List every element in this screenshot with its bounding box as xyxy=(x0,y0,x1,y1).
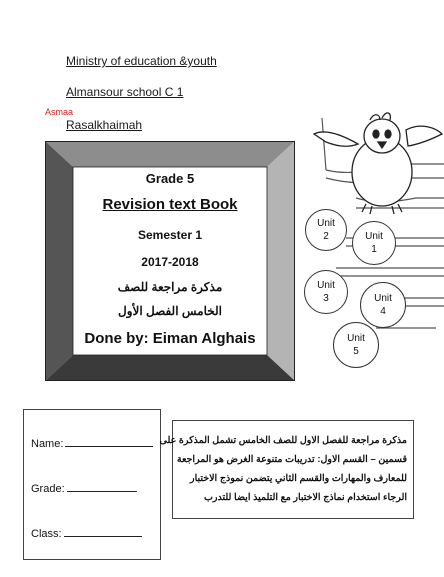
unit-number: 4 xyxy=(380,306,386,317)
description-box xyxy=(159,420,414,519)
name-blank[interactable] xyxy=(65,436,153,447)
unit-circle xyxy=(305,209,347,251)
arabic-title-line1: مذكرة مراجعة للصف xyxy=(117,280,223,294)
grade-label: Grade: xyxy=(31,483,65,495)
grade-blank[interactable] xyxy=(67,481,137,492)
unit-circle xyxy=(333,322,379,368)
year-label: 2017-2018 xyxy=(141,255,199,269)
unit-number: 1 xyxy=(371,244,377,255)
class-label: Class: xyxy=(31,528,62,540)
unit-label: Unit xyxy=(347,333,365,344)
author-credit: Done by: Eiman Alghais xyxy=(84,330,256,347)
class-field[interactable] xyxy=(31,526,142,540)
book-title: Revision text Book xyxy=(102,196,238,213)
unit-label: Unit xyxy=(317,218,335,229)
name-label: Name: xyxy=(31,438,64,450)
description-line: مذكرة مراجعة للفصل الاول للصف الخامس تشمل المذكرة على xyxy=(159,435,407,446)
unit-number: 2 xyxy=(323,231,329,242)
name-field[interactable] xyxy=(31,436,153,450)
description-line: الرجاء استخدام نماذج الاختبار مع التلميذ ايضا للتدرب xyxy=(203,492,407,503)
cover-frame xyxy=(45,141,295,381)
city-line: Rasalkhaimah xyxy=(66,118,143,132)
grade-field[interactable] xyxy=(31,481,137,495)
unit-number: 5 xyxy=(353,346,359,357)
unit-label: Unit xyxy=(374,293,392,304)
unit-circle xyxy=(304,270,348,314)
unit-label: Unit xyxy=(317,280,335,291)
class-blank[interactable] xyxy=(64,526,142,537)
unit-circle xyxy=(360,282,406,328)
arabic-title-line2: الخامس الفصل الأول xyxy=(117,304,223,318)
description-line: قسمين – القسم الاول: تدريبات متنوعة الغرض هو المراجعة xyxy=(176,454,407,465)
description-line: للمعارف والمهارات والقسم الثاني يتضمن نموذج الاختبار xyxy=(190,473,407,484)
author-note: Asmaa xyxy=(45,107,74,117)
grade-heading: Grade 5 xyxy=(145,171,195,186)
unit-number: 3 xyxy=(323,293,329,304)
unit-label: Unit xyxy=(365,231,383,242)
student-info-box xyxy=(23,409,161,560)
description-text xyxy=(159,431,407,507)
unit-circle xyxy=(352,221,396,265)
ministry-line: Ministry of education &youth xyxy=(66,54,217,68)
school-line: Almansour school C 1 xyxy=(66,85,184,99)
semester-label: Semester 1 xyxy=(137,228,203,242)
